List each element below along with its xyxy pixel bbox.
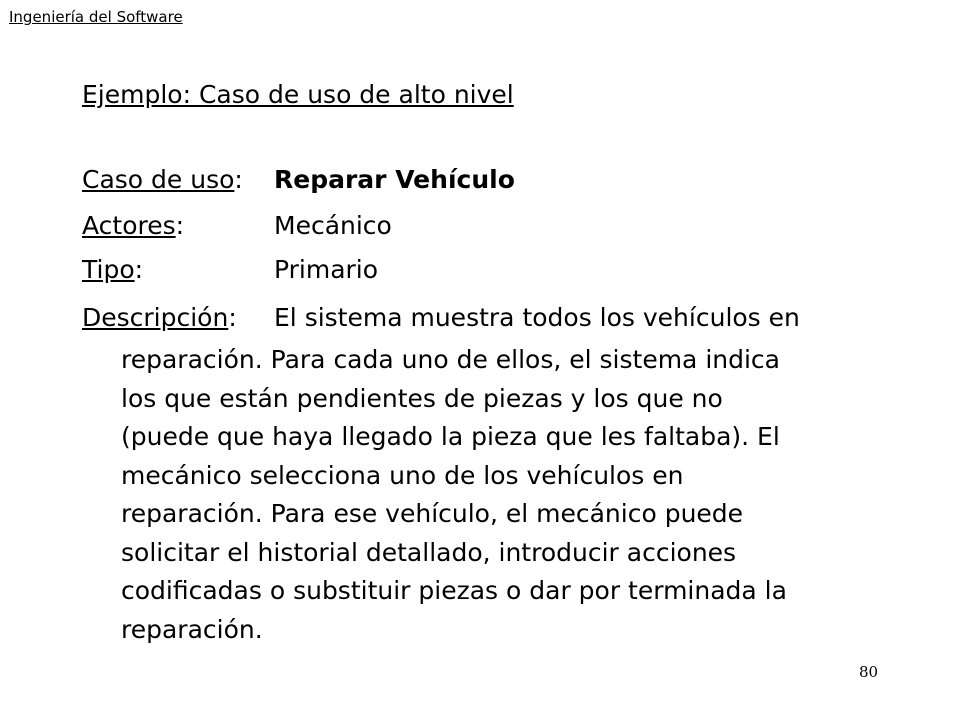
description-line: solicitar el historial detallado, introducir acciones xyxy=(121,537,737,567)
description-line: mecánico selecciona uno de los vehículos en xyxy=(121,460,684,490)
use-case-value: Reparar Vehículo xyxy=(274,165,515,194)
actors-row xyxy=(82,211,392,241)
actors-value: Mecánico xyxy=(274,211,392,240)
actors-label: Actores xyxy=(82,211,176,240)
type-row xyxy=(82,255,379,285)
page-number: 80 xyxy=(859,663,879,681)
slide-title: Ejemplo: Caso de uso de alto nivel xyxy=(82,80,514,109)
type-colon: : xyxy=(134,255,144,284)
use-case-colon: : xyxy=(234,165,243,194)
description-line: (puede que haya llegado la pieza que les faltaba). El xyxy=(121,422,780,451)
description-colon: : xyxy=(228,303,237,332)
type-label: Tipo xyxy=(82,255,135,284)
description-line: reparación. Para cada uno de ellos, el sistema indica xyxy=(121,345,780,374)
description-line: codificadas o substituir piezas o dar por terminada la xyxy=(121,576,787,605)
course-header: Ingeniería del Software xyxy=(9,8,183,26)
description-line: El sistema muestra todos los vehículos en xyxy=(274,303,800,332)
type-value: Primario xyxy=(274,255,379,284)
description-line: reparación. xyxy=(121,614,263,644)
use-case-row xyxy=(82,165,515,195)
actors-colon: : xyxy=(175,211,185,240)
description-line: los que están pendientes de piezas y los que no xyxy=(121,383,723,413)
description-row xyxy=(82,303,800,333)
use-case-label: Caso de uso xyxy=(82,165,235,194)
description-body xyxy=(121,341,881,649)
description-line: reparación. Para ese vehículo, el mecánico puede xyxy=(121,499,744,528)
description-label: Descripción xyxy=(82,303,229,332)
